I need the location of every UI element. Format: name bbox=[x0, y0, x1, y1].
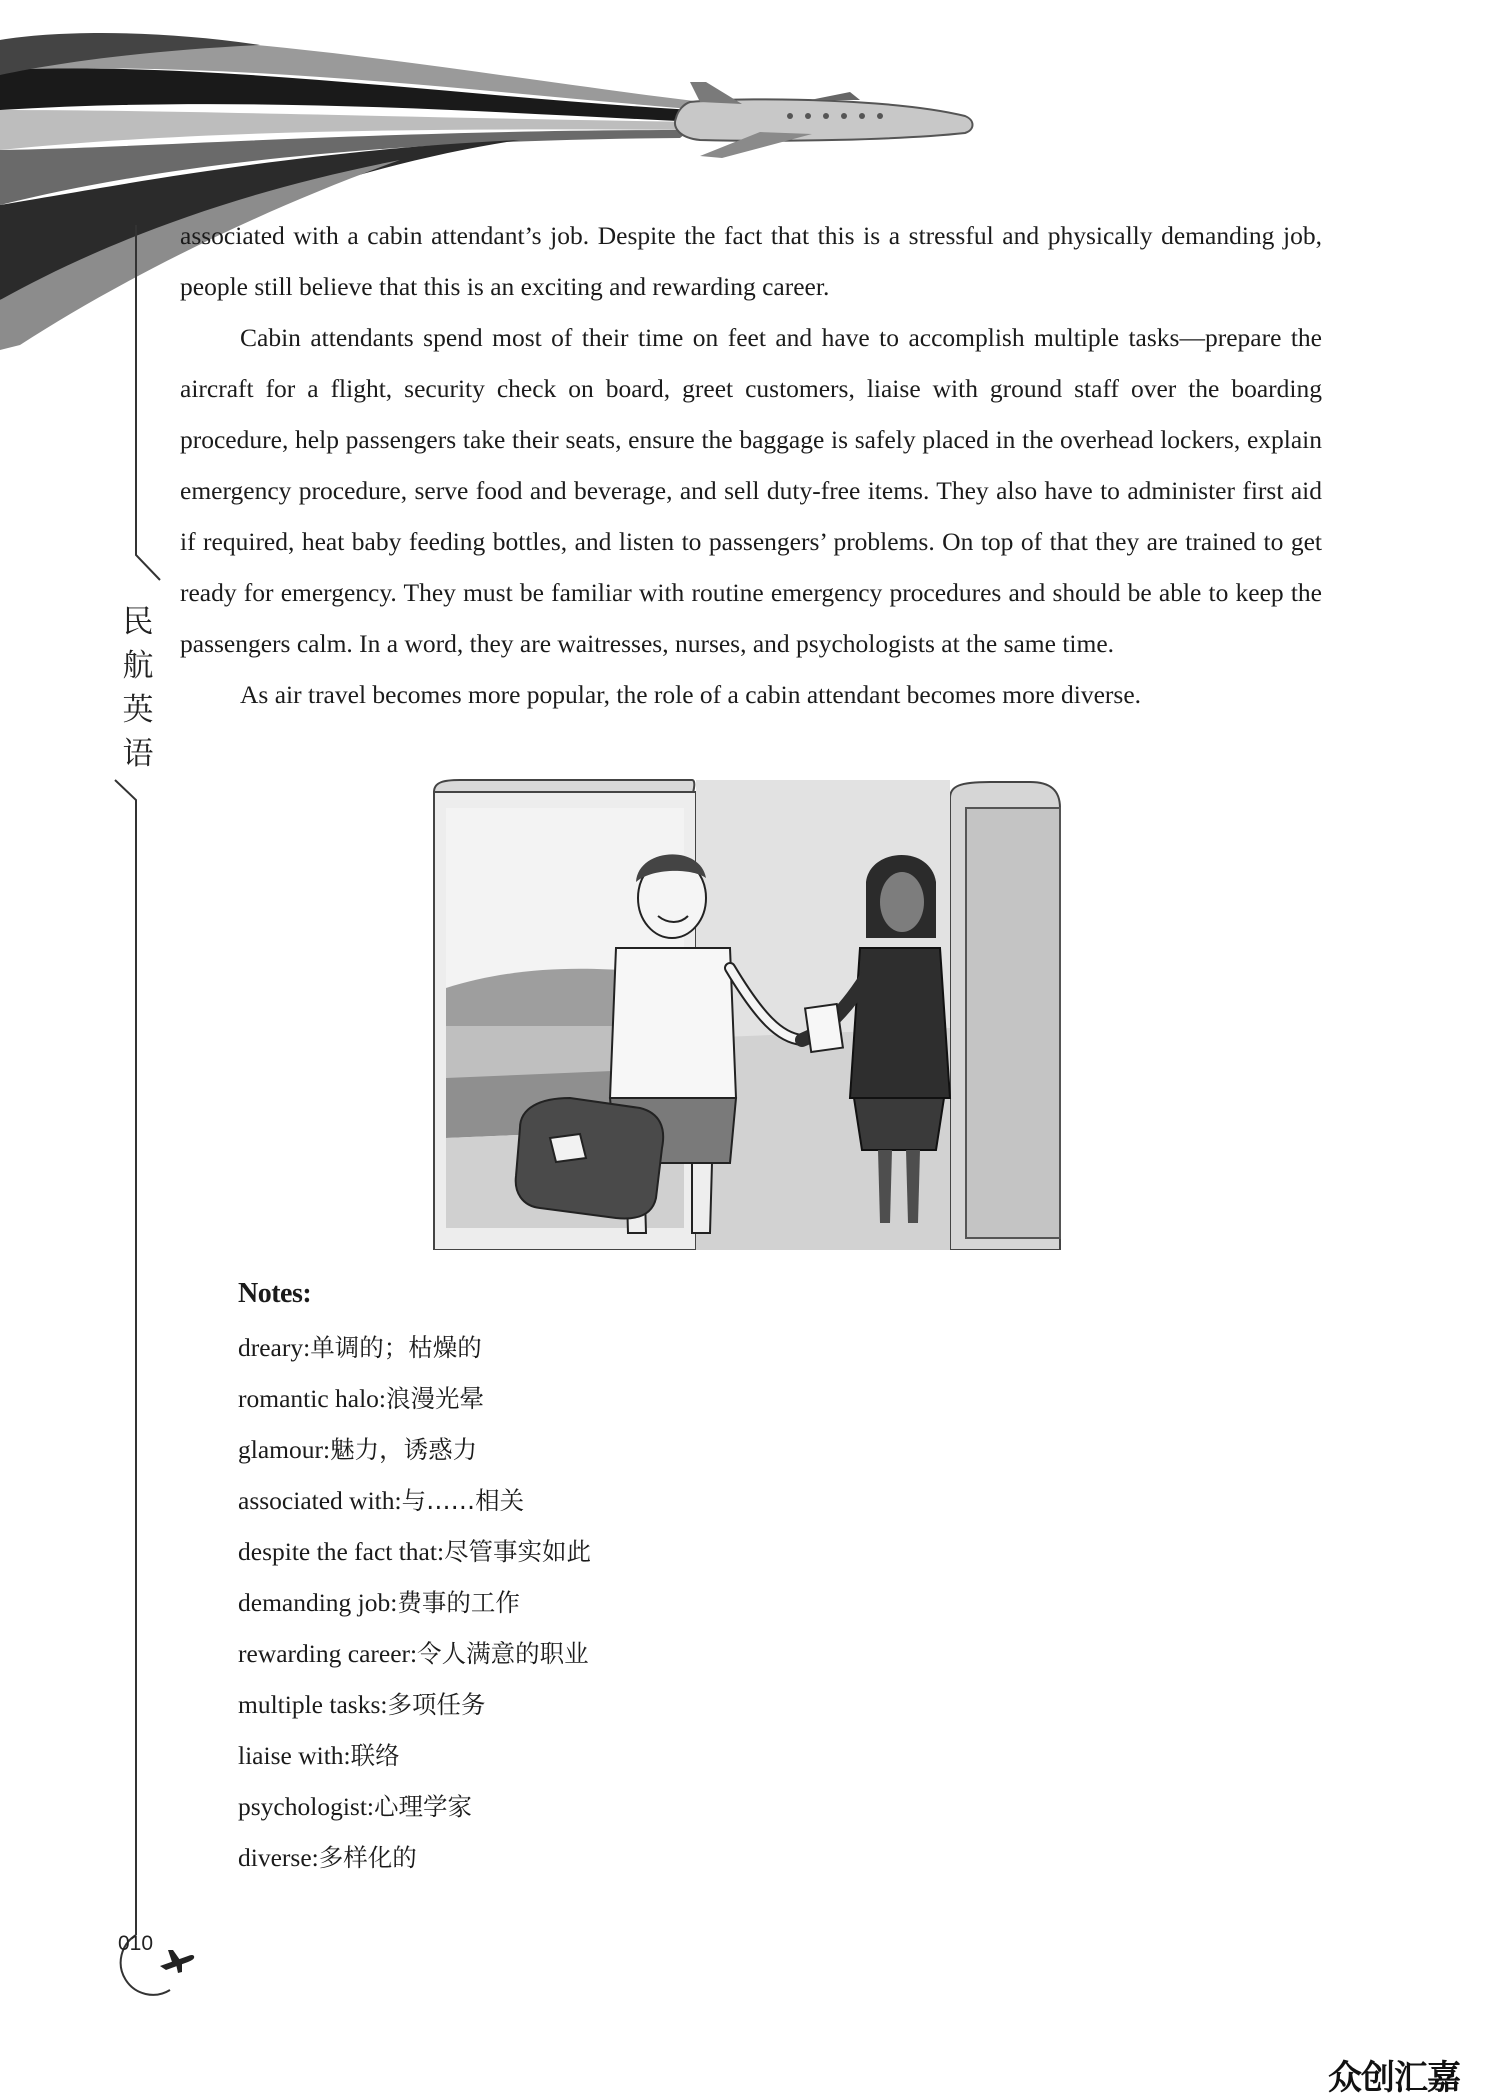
note-term: multiple tasks: bbox=[238, 1690, 388, 1719]
note-item bbox=[238, 1628, 1138, 1679]
paragraph: As air travel becomes more popular, the role of a cabin attendant becomes more diverse. bbox=[240, 680, 1142, 709]
note-item bbox=[238, 1424, 1138, 1475]
note-definition: 联络 bbox=[350, 1741, 400, 1770]
note-term: despite the fact that: bbox=[238, 1537, 445, 1566]
paragraph: Cabin attendants spend most of their time on feet and have to accomplish multiple tasks—prepare the aircraft for a flight, security check on board, greet customers, liaise with ground staff over the boarding procedure, help passengers take their seats, ensure the baggage is safely placed in the overhead lockers, explain emergency procedure, serve food and beverage, and sell duty-free items. They also have to administer first aid if required, heat baby feeding bottles, and listen to passengers’ problems. On top of that they are trained to get ready for emergency. They must be familiar with routine emergency procedures and should be able to keep the passengers calm. In a word, they are waitresses, nurses, and psychologists at the same time. bbox=[180, 323, 1322, 658]
notes-title: Notes: bbox=[238, 1278, 312, 1309]
airplane-icon bbox=[158, 1946, 196, 1974]
note-item bbox=[238, 1373, 1138, 1424]
side-title-char: 英 bbox=[122, 692, 154, 728]
side-title bbox=[118, 600, 158, 776]
note-term: liaise with: bbox=[238, 1741, 351, 1770]
note-term: dreary: bbox=[238, 1333, 311, 1362]
note-item bbox=[238, 1577, 1138, 1628]
note-item bbox=[238, 1322, 1138, 1373]
side-title-char: 民 bbox=[122, 604, 154, 640]
note-definition: 多项任务 bbox=[387, 1690, 486, 1719]
note-definition: 浪漫光晕 bbox=[386, 1384, 484, 1413]
note-item bbox=[238, 1526, 1138, 1577]
note-definition: 多样化的 bbox=[318, 1843, 417, 1872]
note-item bbox=[238, 1475, 1138, 1526]
note-term: romantic halo: bbox=[238, 1384, 386, 1413]
page-number: 010 bbox=[118, 1932, 154, 1955]
watermark: 众创汇嘉 bbox=[1328, 2058, 1460, 2098]
side-rule bbox=[0, 0, 200, 2094]
note-item bbox=[238, 1730, 1138, 1781]
note-term: associated with: bbox=[238, 1486, 402, 1515]
side-title-char: 语 bbox=[122, 736, 154, 772]
note-term: psychologist: bbox=[238, 1792, 375, 1821]
note-item bbox=[238, 1781, 1138, 1832]
note-definition: 单调的；枯燥的 bbox=[310, 1333, 482, 1362]
note-definition: 与……相关 bbox=[401, 1486, 525, 1515]
note-term: glamour: bbox=[238, 1435, 331, 1464]
side-title-char: 航 bbox=[122, 648, 154, 684]
notes-section bbox=[238, 1268, 1138, 1883]
note-term: demanding job: bbox=[238, 1588, 398, 1617]
note-definition: 尽管事实如此 bbox=[444, 1537, 592, 1566]
cabin-attendant-illustration bbox=[430, 778, 1072, 1250]
note-definition: 魅力，诱惑力 bbox=[330, 1435, 478, 1464]
note-item bbox=[238, 1679, 1138, 1730]
note-definition: 费事的工作 bbox=[397, 1588, 520, 1617]
note-term: diverse: bbox=[238, 1843, 319, 1872]
note-definition: 令人满意的职业 bbox=[417, 1639, 589, 1668]
note-item bbox=[238, 1832, 1138, 1883]
paragraph: associated with a cabin attendant’s job. Despite the fact that this is a stressful and physically demanding job, people still believe that this is an exciting and rewarding career. bbox=[180, 221, 1322, 301]
note-term: rewarding career: bbox=[238, 1639, 418, 1668]
note-definition: 心理学家 bbox=[374, 1792, 473, 1821]
body-text bbox=[180, 210, 1322, 720]
notes-list bbox=[238, 1322, 1138, 1883]
